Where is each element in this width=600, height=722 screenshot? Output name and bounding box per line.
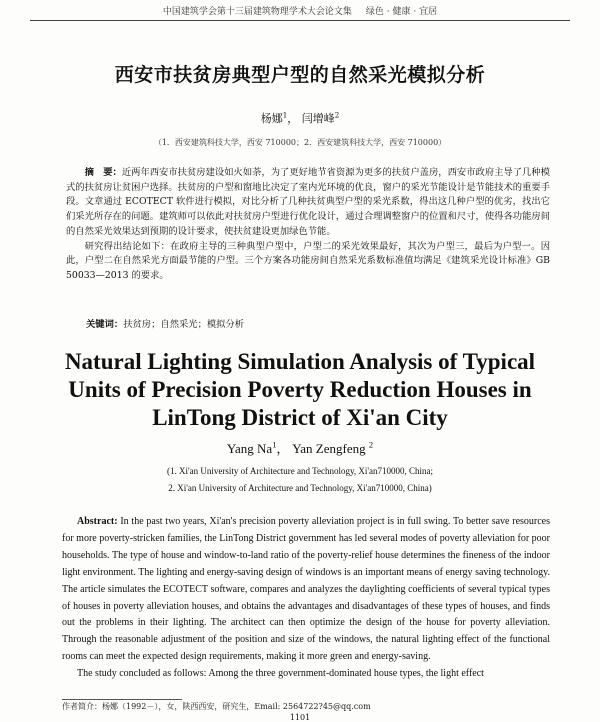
authors-chinese: 杨娜$^1$， 闫增峰$^2$ xyxy=(260,110,340,125)
header-rule xyxy=(30,20,570,21)
running-header-left: 中国建筑学会第十三届建筑物理学术大会论文集 xyxy=(162,7,352,17)
keywords-chinese xyxy=(86,316,550,330)
title-en-line: Natural Lighting Simulation Analysis of Typical xyxy=(64,349,536,374)
abstract-en-para-2: The study concluded as follows: Among the three government-dominated house types, the light effect xyxy=(77,668,484,680)
author-sup: 1 xyxy=(272,439,277,450)
author-name: 闫增峰 xyxy=(301,112,335,125)
title-en-line: LinTong District of Xi'an City xyxy=(152,405,448,430)
author-sup: 2 xyxy=(368,439,374,450)
author-name: Yan Zengfeng xyxy=(292,441,366,456)
running-header xyxy=(0,4,600,17)
abstract-chinese xyxy=(66,166,550,284)
author-name: Yang Na xyxy=(226,441,273,456)
author-name: 杨娜 xyxy=(260,112,283,125)
abstract-cn-para-2: 研究得出结论如下：在政府主导的三种典型户型中，户型二的采光效果最好，其次为户型三，最后为户型一。因此，户型二在自然采光方面最节能的户型。三个方案各功能房间自然采光系数标准值均满足《建筑采光设计标准》GB 50033—2013 的要求。 xyxy=(66,240,550,281)
authors-english: Yang Na$^1$， Yan Zengfeng $^2$ xyxy=(226,439,374,456)
abstract-cn-para-1 xyxy=(66,166,550,240)
abstract-en-label: Abstract: xyxy=(77,516,118,527)
abstract-cn-label: 摘 要： xyxy=(84,167,122,178)
affil-en-line: (1. Xi'an University of Architecture and Technology, Xi'an710000, China; xyxy=(166,466,434,476)
affil-en-line: 2. Xi'an University of Architecture and Technology, Xi'an710000, China) xyxy=(168,483,432,493)
keywords-cn-label: 关键词： xyxy=(86,319,124,330)
abstract-en-text-1: In the past two years, Xi'an's precision poverty alleviation project is in full swing. To better save resources for more poverty-stricken families, the LinTong District government has led several modes of poverty alleviation for poor households. The type of house and window-to-land ratio of the poverty-relief house determines the fineness of the indoor light environment. The lighting and energy-saving design of windows is an important means of energy saving technology. The article simulates the ECOTECT software, compares and analyzes the daylighting coefficients of several typical types of houses in poverty alleviation houses, and obtains the advantages and disadvantages of these types of houses, and finds out the problems in their lighting. The architect can then optimize the design of the house for poverty alleviation. Through the reasonable adjustment of the position and size of the windows, the natural lighting effect of the functional rooms can meet the expected design requirements, making it more green and energy-saving. xyxy=(62,516,551,663)
abstract-english xyxy=(62,514,550,683)
footnote: 作者简介：杨娜（1992－），女，陕西西安，研究生，Email: 2564722?45@qq.com xyxy=(62,702,371,711)
footnote-rule xyxy=(62,699,182,700)
affiliation-chinese: （1．西安建筑科技大学，西安 710000；2．西安建筑科技大学，西安 710000） xyxy=(153,138,447,147)
abstract-cn-text-1: 近两年西安市扶贫房建设如火如荼，为了更好地节省资源为更多的扶贫户盖房，西安市政府主导了几种模式的扶贫房让贫困户选择。扶贫房的户型和窗地比决定了室内光环境的优良，窗户的采光节能设计是节能技术的重要手段。文章通过 ECOTECT 软件进行模拟，对比分析了几种扶贫典型户型的采光系数，得出这几种户型的优劣，找出它们采光所存在的问题。建筑师可以依此对扶贫房户型进行优化设计，通过合理调整窗户的位置和尺寸，使得各功能房间的自然采光效果达到预期的设计要求，使扶贫建设更加绿色节能。 xyxy=(66,167,550,237)
title-chinese: 西安市扶贫房典型户型的自然采光模拟分析 xyxy=(114,64,486,86)
running-header-right: 绿色 · 健康 · 宜居 xyxy=(365,7,438,17)
title-en-line: Units of Precision Poverty Reduction Houses in xyxy=(68,377,532,402)
author-sup: 2 xyxy=(334,110,340,120)
title-english xyxy=(50,348,550,432)
abstract-en-para-1 xyxy=(62,514,550,666)
keywords-cn-text: 扶贫房；自然采光；模拟分析 xyxy=(123,319,245,330)
page-number: 1101 xyxy=(289,713,311,722)
affiliation-english xyxy=(0,463,600,497)
author-sup: 1 xyxy=(282,110,288,120)
